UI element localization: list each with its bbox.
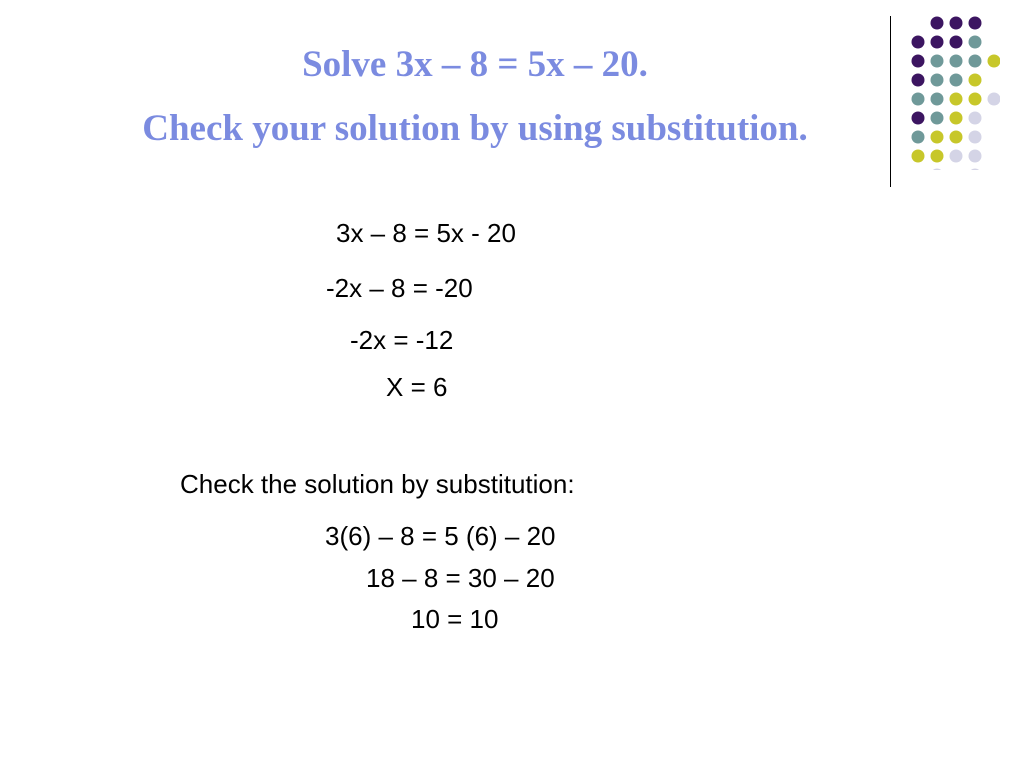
decorative-dot: [931, 93, 944, 106]
decorative-dot: [988, 93, 1001, 106]
decorative-dot: [931, 169, 944, 171]
decorative-dot: [931, 112, 944, 125]
decorative-dot: [912, 36, 925, 49]
slide-title: Solve 3x – 8 = 5x – 20.: [302, 44, 648, 85]
equation-step: -2x – 8 = -20: [326, 273, 473, 303]
decorative-dot: [912, 150, 925, 163]
decorative-dot: [969, 74, 982, 87]
check-step: 18 – 8 = 30 – 20: [366, 563, 555, 593]
equation-step: 3x – 8 = 5x - 20: [336, 218, 516, 248]
vertical-divider: [890, 16, 891, 187]
decorative-dot: [950, 55, 963, 68]
decorative-dot: [969, 169, 982, 171]
decorative-dot: [969, 17, 982, 30]
check-step: 3(6) – 8 = 5 (6) – 20: [325, 521, 556, 551]
decorative-dot: [912, 55, 925, 68]
decorative-dot: [931, 131, 944, 144]
decorative-dot: [988, 55, 1001, 68]
decorative-dot: [912, 74, 925, 87]
slide-subtitle: Check your solution by using substitution.: [142, 108, 808, 149]
decorative-dot: [950, 131, 963, 144]
equation-step: -2x = -12: [350, 325, 454, 355]
decorative-dot: [969, 150, 982, 163]
equation-solution: X = 6: [386, 372, 448, 402]
decorative-dot: [969, 55, 982, 68]
check-result: 10 = 10: [411, 604, 499, 634]
decorative-dot: [931, 17, 944, 30]
decorative-dot: [931, 150, 944, 163]
decorative-dot: [931, 36, 944, 49]
dot-grid-icon: [900, 10, 1000, 170]
check-heading: Check the solution by substitution:: [180, 469, 575, 499]
decorative-dot: [969, 112, 982, 125]
decorative-dot: [969, 131, 982, 144]
decorative-dot: [950, 93, 963, 106]
decorative-dot: [950, 112, 963, 125]
decorative-dot: [950, 74, 963, 87]
decorative-dot: [950, 36, 963, 49]
decorative-dot: [931, 55, 944, 68]
decorative-dot: [912, 131, 925, 144]
decorative-dot: [912, 112, 925, 125]
decorative-dot: [931, 74, 944, 87]
decorative-dot: [950, 17, 963, 30]
decorative-dot: [950, 150, 963, 163]
decorative-dot: [969, 93, 982, 106]
decorative-dot: [912, 93, 925, 106]
decorative-dot: [969, 36, 982, 49]
